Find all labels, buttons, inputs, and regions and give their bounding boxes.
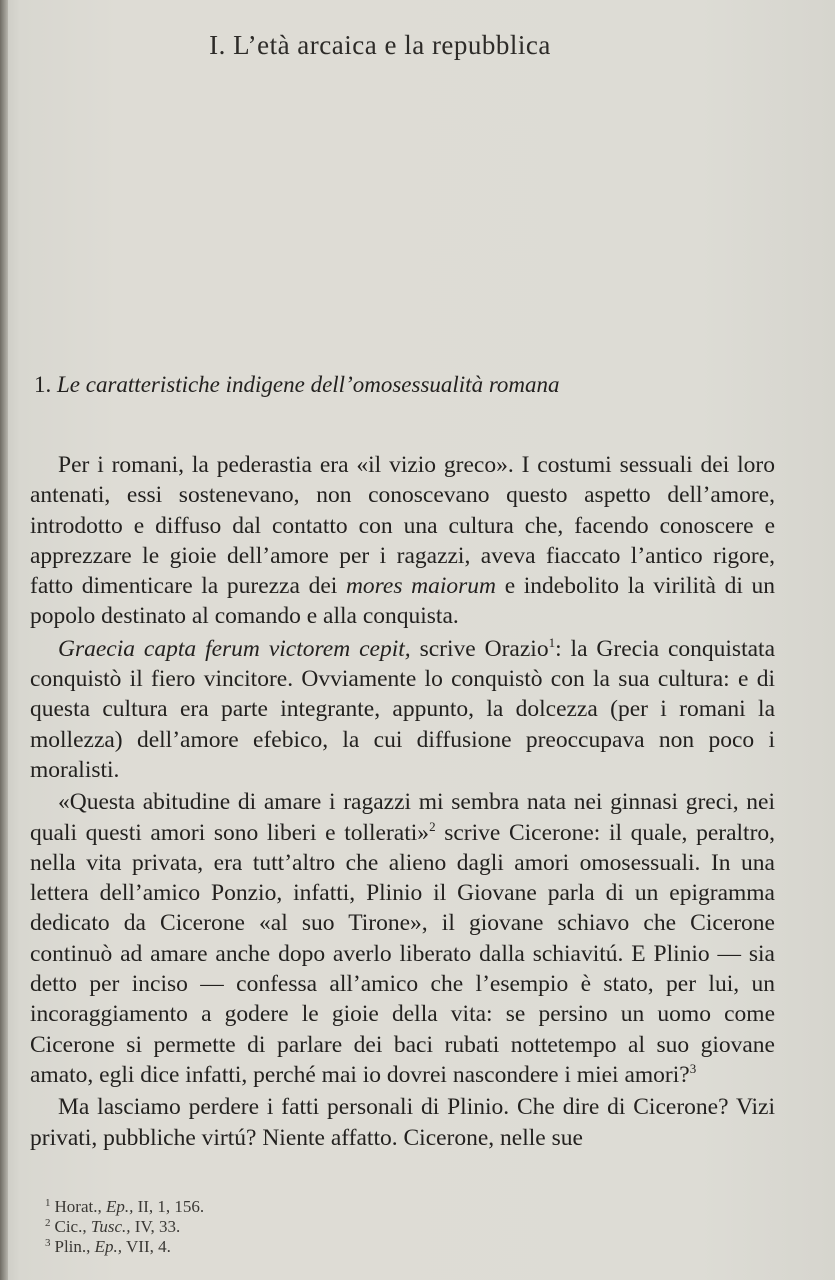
footnote-author: Plin., [54, 1237, 91, 1256]
footnote-ref-2: 2 [429, 818, 436, 834]
paragraph-3-text-b: scrive Cicerone: il quale, peraltro, nella vita privata, era tutt’altro che alieno dagli amori omosessuali. In una lettera dell’amico Ponzio, infatti, Plinio il Giovane parla di un epigramma dedicato da Cicerone «al suo Tirone», il giovane schiavo che Cicerone continuò ad amare anche dopo averlo liberato dalla schiavitú. E Plinio — sia detto per inciso — confessa all’amico che l’esempio è stato, per lui, un incoraggiamento a godere le gioie della vita: se persino un uomo come Cicerone si permette di parlare dei baci rubati nottetempo al suo giovane amato, egli dice infatti, perché mai io dovrei nascondere i miei amori? [30, 819, 776, 1088]
paragraph-2 [30, 634, 775, 785]
footnote-work: Tusc., [90, 1217, 131, 1236]
paragraph-2-text-a: scrive Orazio [419, 635, 549, 662]
footnote-work: Ep., [105, 1197, 134, 1216]
paragraph-4: Ma lasciamo perdere i fatti personali di Plinio. Che dire di Cicerone? Vizi privati, pubbliche virtú? Niente affatto. Cicerone, nelle sue [30, 1094, 775, 1151]
footnote-work: Ep., [94, 1237, 123, 1256]
paragraph-2-text-b: : la Grecia conquistata conquistò il fiero vincitore. Ovviamente lo conquistò con la sua cultura: e di questa cultura era parte integrante, appunto, la dolcezza (per i romani la mollezza) dell’amore efebico, la cui diffusione preoccupava non poco i moralisti. [30, 635, 775, 783]
chapter-title: I. L’età arcaica e la repubblica [209, 30, 551, 60]
footnote-ref: VII, 4. [126, 1237, 171, 1256]
paragraph-1 [30, 450, 775, 632]
footnote-ref: IV, 33. [134, 1217, 181, 1236]
section-heading [34, 372, 794, 398]
section-title: Le caratteristiche indigene dell’omosessualità romana [57, 372, 560, 397]
section-number: 1. [34, 372, 52, 397]
paragraph-3-text-a: «Questa abitudine di amare i ragazzi mi sembra nata nei ginnasi greci, nei quali questi amori sono liberi e tollerati» [30, 789, 775, 846]
paragraph-1-text: Per i romani, la pederastia era «il vizio greco». I costumi sessuali dei loro antenati, essi sostenevano, non conoscevano questo aspetto dell’amore, introdotto e diffuso dal contatto con una cultura che, facendo conoscere e apprezzare le gioie dell’amore per i ragazzi, aveva fiaccato l’antico rigore, fatto dimenticare la purezza dei [30, 452, 775, 600]
footnote-ref-1: 1 [548, 634, 556, 650]
footnote-number: 1 [45, 1197, 51, 1209]
footnote-author: Cic., [54, 1217, 87, 1236]
footnote-ref: II, 1, 156. [137, 1197, 205, 1216]
footnote-1 [45, 1197, 545, 1217]
footnote-ref-3: 3 [689, 1060, 697, 1076]
footnotes [45, 1197, 545, 1257]
footnote-3 [45, 1237, 545, 1257]
paragraph-1-end: e indebolito la virilità di un popolo destinato al comando e alla conquista. [30, 573, 776, 630]
footnote-2 [45, 1217, 545, 1237]
footnote-number: 3 [45, 1237, 51, 1249]
paragraph-1-italic: mores maiorum [345, 573, 497, 600]
paragraph-3 [30, 787, 775, 1090]
footnote-author: Horat., [54, 1197, 102, 1216]
body-text [30, 450, 775, 1153]
paragraph-2-quote: Graecia capta ferum victorem cepit, [58, 635, 411, 662]
footnote-number: 2 [45, 1217, 51, 1229]
